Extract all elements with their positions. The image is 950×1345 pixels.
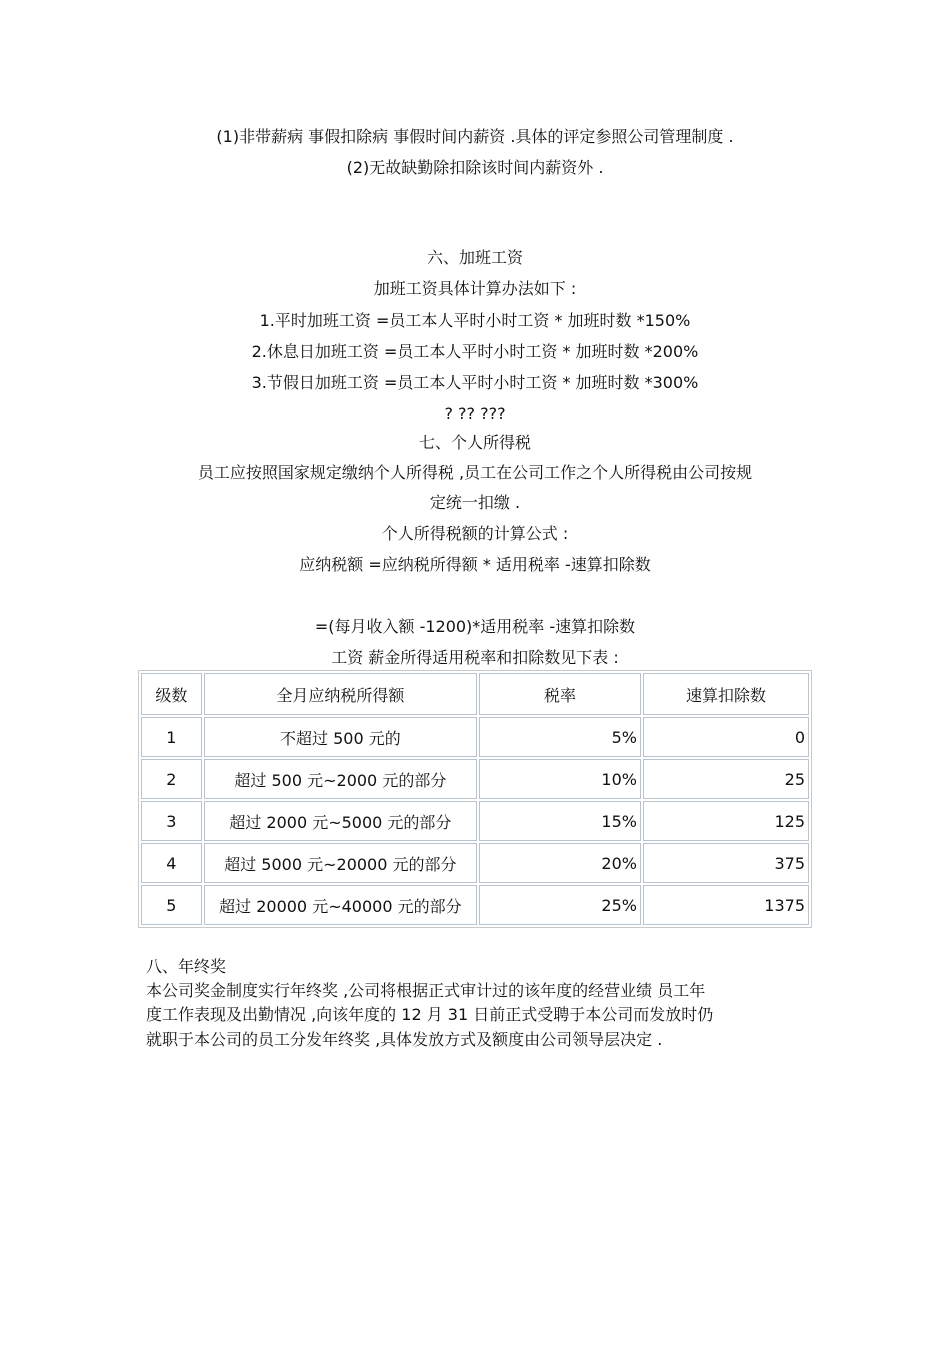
overtime-intro: 加班工资具体计算办法如下 : — [373, 279, 577, 298]
overtime-item-1: 1.平时加班工资 =员工本人平时小时工资 * 加班时数 *150% — [259, 311, 691, 330]
section-heading-overtime: 六、加班工资 — [426, 248, 523, 267]
garbled-text: ? ?? ??? — [444, 404, 506, 423]
table-row — [141, 801, 809, 841]
tax-rate-cell: 15% — [479, 801, 641, 841]
level-cell: 3 — [141, 801, 202, 841]
tax-formula-2: =(每月收入额 -1200)*适用税率 -速算扣除数 — [314, 617, 636, 636]
table-caption: 工资 薪金所得适用税率和扣除数见下表 : — [331, 648, 619, 667]
header-quick-deduction: 速算扣除数 — [643, 673, 809, 715]
income-range-cell: 超过 5000 元~20000 元的部分 — [204, 843, 477, 883]
bonus-paragraph-line-1: 本公司奖金制度实行年终奖 ,公司将根据正式审计过的该年度的经营业绩 员工年 — [146, 981, 706, 1000]
deduction-cell: 375 — [643, 843, 809, 883]
leave-rule-1: (1)非带薪病 事假扣除病 事假时间内薪资 .具体的评定参照公司管理制度 . — [216, 127, 734, 146]
header-tax-rate: 税率 — [479, 673, 641, 715]
tax-rate-cell: 25% — [479, 885, 641, 925]
table-row — [141, 885, 809, 925]
level-cell: 1 — [141, 717, 202, 757]
level-cell: 2 — [141, 759, 202, 799]
tax-rate-cell: 10% — [479, 759, 641, 799]
tax-formula-1: 应纳税额 =应纳税所得额 * 适用税率 -速算扣除数 — [299, 555, 651, 574]
section-heading-income-tax: 七、个人所得税 — [418, 433, 531, 452]
bonus-paragraph-line-3: 就职于本公司的员工分发年终奖 ,具体发放方式及额度由公司领导层决定 . — [146, 1030, 663, 1049]
income-range-cell: 不超过 500 元的 — [204, 717, 477, 757]
deduction-cell: 25 — [643, 759, 809, 799]
tax-rate-table — [138, 670, 812, 928]
section-heading-year-end-bonus: 八、年终奖 — [146, 957, 227, 976]
table-row — [141, 843, 809, 883]
formula-title: 个人所得税额的计算公式 : — [381, 524, 569, 543]
bonus-paragraph-line-2: 度工作表现及出勤情况 ,向该年度的 12 月 31 日前正式受聘于本公司而发放时仍 — [146, 1005, 714, 1024]
tax-rate-cell: 20% — [479, 843, 641, 883]
header-level: 级数 — [141, 673, 202, 715]
level-cell: 5 — [141, 885, 202, 925]
table-row — [141, 717, 809, 757]
header-taxable-income: 全月应纳税所得额 — [204, 673, 477, 715]
overtime-item-3: 3.节假日加班工资 =员工本人平时小时工资 * 加班时数 *300% — [251, 373, 699, 392]
level-cell: 4 — [141, 843, 202, 883]
deduction-cell: 1375 — [643, 885, 809, 925]
tax-rate-cell: 5% — [479, 717, 641, 757]
table-header-row — [141, 673, 809, 715]
income-range-cell: 超过 20000 元~40000 元的部分 — [204, 885, 477, 925]
leave-rule-2: (2)无故缺勤除扣除该时间内薪资外 . — [346, 158, 604, 177]
income-range-cell: 超过 500 元~2000 元的部分 — [204, 759, 477, 799]
overtime-item-2: 2.休息日加班工资 =员工本人平时小时工资 * 加班时数 *200% — [251, 342, 699, 361]
deduction-cell: 0 — [643, 717, 809, 757]
table-row — [141, 759, 809, 799]
income-tax-paragraph-line-1: 员工应按照国家规定缴纳个人所得税 ,员工在公司工作之个人所得税由公司按规 — [197, 463, 753, 482]
deduction-cell: 125 — [643, 801, 809, 841]
income-range-cell: 超过 2000 元~5000 元的部分 — [204, 801, 477, 841]
income-tax-paragraph-line-2: 定统一扣缴 . — [429, 493, 521, 512]
